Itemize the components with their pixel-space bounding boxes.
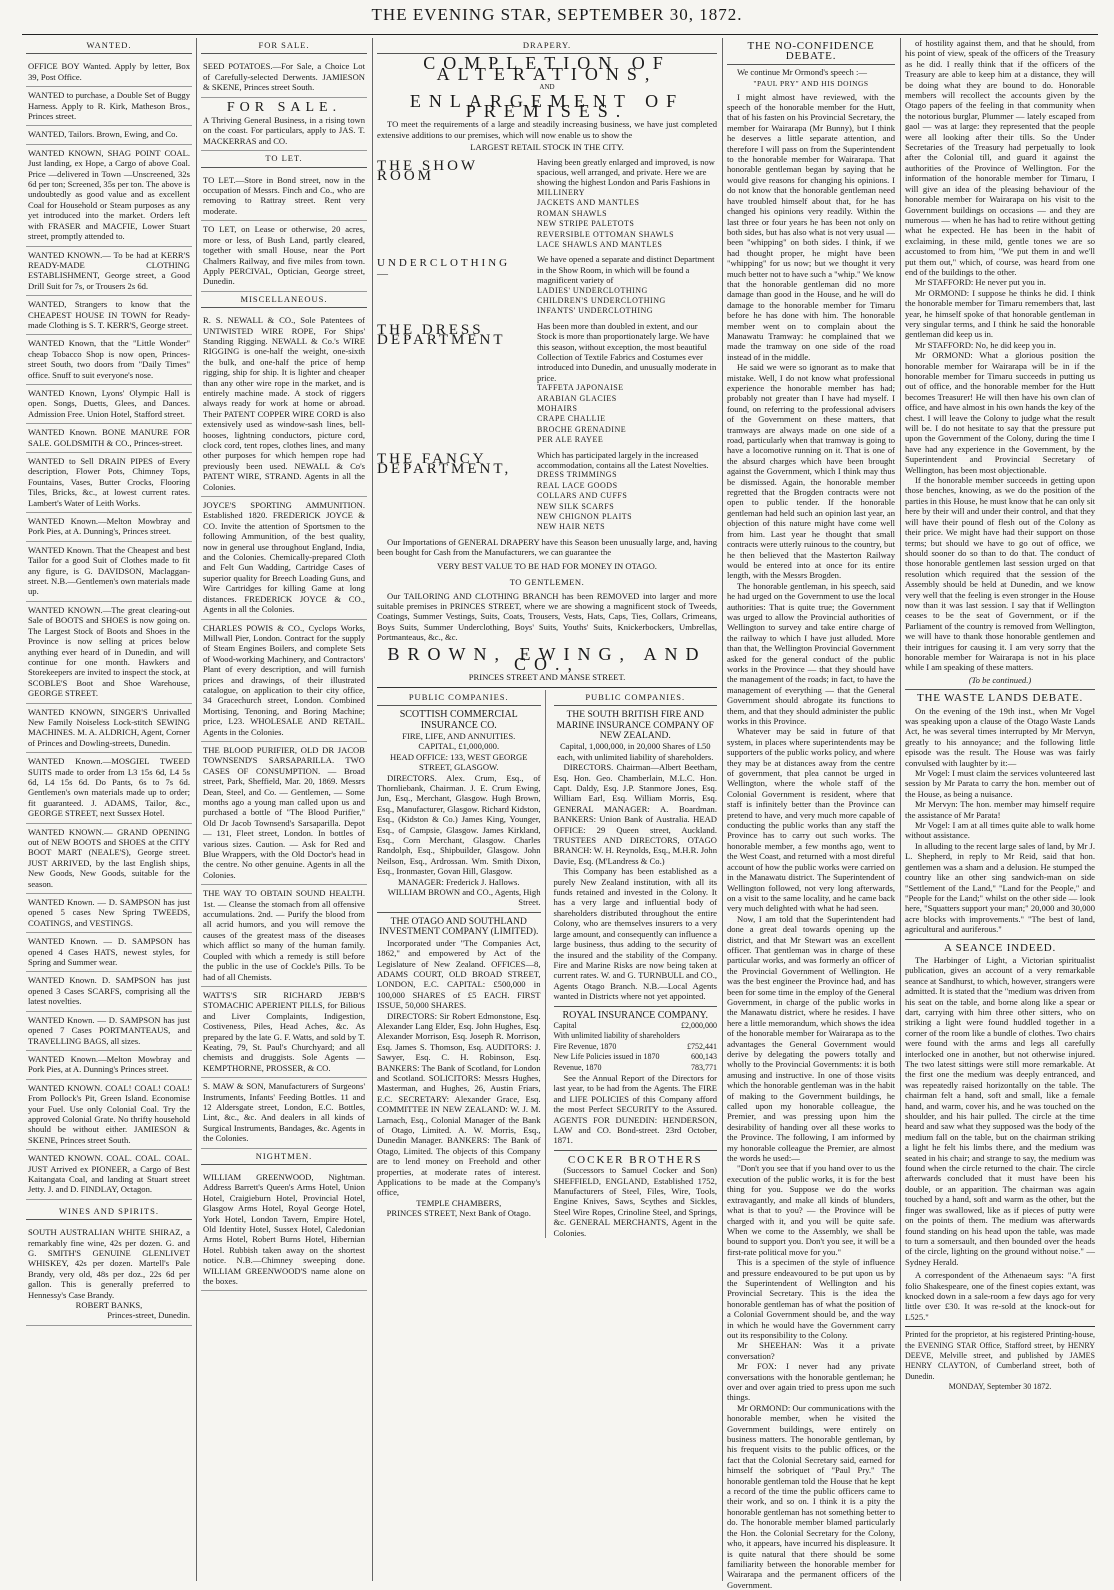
fancy-item: NEW CHIGNON PLAITS xyxy=(537,512,633,522)
imprint-text: Printed for the proprietor, at his registered Printing-house, the EVENING STAR Office, Stafford street, by HENRY DEEVE, Melville street, and published by JAMES HENRY CLAYTON, of Cumberland street, both of Dunedin. xyxy=(905,1330,1095,1381)
underclothing-item: LADIES' UNDERCLOTHING xyxy=(537,285,648,295)
section-heading-forsale: FOR SALE. xyxy=(201,38,367,54)
fancy-name: THE FANCY DEPARTMENT, xyxy=(377,450,512,478)
section-heading-drapery: DRAPERY. xyxy=(377,38,717,54)
royal-row-label: New Life Policies issued in 1870 xyxy=(553,1052,660,1062)
wanted-ad: WANTED Known, Lyons' Olympic Hall is open. Songs, Duetts, Glees, and Dances. Admission Free. Union Hotel, Stafford street. xyxy=(26,385,192,424)
article-paragraph: The honorable gentleman, in his speech, said he had urged on the Government to use the local authorities: That is quite true; the Government was urged to allow the Provincial authorities of Wellington to survey and take entire charge of the railway to which I have just alluded. More than that, the Wellington Provincial Government asked for the general conduct of the public works in the Province — that they should have the management of the roads; in fact, to have the management of everything — that the General Government should abrogate its functions to them, and that they should administer the public works in this Province. xyxy=(727,580,895,726)
column-rule xyxy=(372,38,373,1581)
imprint-date: MONDAY, September 30 1872. xyxy=(948,1382,1052,1392)
wanted-ad: WANTED KNOWN.—The great clearing-out Sale of BOOTS and SHOES is now going on. The Largest Stock of Boots and Shoes in the Province is now selling at prices below anything ever heard of in Dunedin, and will continue for one month. Hawkers and Storekeepers are invited to inspect the stock, at SCOBLE'S Boot and Shoe Warehouse, GEORGE STREET. xyxy=(26,602,192,704)
scottish-agents: WILLIAM BROWN and CO., Agents, High Street. xyxy=(387,887,541,908)
drapery-imports-caps: VERY BEST VALUE TO BE HAD FOR MONEY IN OTAGO. xyxy=(437,560,657,571)
south-british-directors: DIRECTORS. Chairman—Albert Beetham, Esq. Hon. Geo. Chamberlain, M.L.C. Hon. Capt. Daldy, Esq. J.P. Stanmore Jones, Esq. William Earl, Esq. William Morris, Esq. GENERAL MANAGER: A. Boardman. BANKERS: Union Bank of Australia. HEAD OFFICE: 29 Queen street, Auckland. TRUSTEES AND DIRECTORS, OTAGO BRANCH: W. H. Reynolds, Esq., M.H.R. John Davie, Esq. (M'Landress & Co.) xyxy=(553,762,717,866)
royal-row-label: Revenue, 1870 xyxy=(553,1062,602,1072)
wanted-ad: WANTED Known. — D. SAMPSON has just opened 5 cases New Spring TWEEDS, COATINGS, and VESTINGS. xyxy=(26,894,192,933)
scottish-office: HEAD OFFICE: 133, WEST GEORGE STREET, GLASGOW. xyxy=(390,751,528,773)
fancy-item: DRESS TRIMMINGS xyxy=(537,470,618,480)
cocker-title: COCKER BROTHERS xyxy=(567,1153,703,1166)
wanted-ad: WANTED Known. BONE MANURE FOR SALE. GOLDSMITH & CO., Princes-street. xyxy=(26,424,192,453)
royal-row-label: Fire Revenue, 1870 xyxy=(553,1041,617,1051)
fancy-item: NEW SILK SCARFS xyxy=(537,501,615,511)
drapery-intro-caps: LARGEST RETAIL STOCK IN THE CITY. xyxy=(470,142,624,153)
wastelands-heading: THE WASTE LANDS DEBATE. xyxy=(905,689,1095,703)
underclothing-item: CHILDREN'S UNDERCLOTHING xyxy=(537,295,666,305)
business-for-sale-text: A Thriving General Business, in a rising town on the coast. For particulars, apply to JAS. T. MACKERRAS and CO. xyxy=(203,115,365,146)
noconfidence-subhead: "PAUL PRY" AND HIS DOINGS xyxy=(753,79,869,89)
section-heading-wines: WINES AND SPIRITS. xyxy=(26,1204,192,1220)
scottish-directors: DIRECTORS. Alex. Crum, Esq., of Thornliebank, Chairman. J. E. Crum Ewing, Jun, Esq., Merchant, Glasgow. Hugh Brown, Esq., Manufacturer, Glasgow. Richard Kidston, Esq., (Kidston & Co.) James King, Younger, Esq., of Campsie, Glasgow. James Kirkland, Esq., Corn Merchant, Glasgow. Charles Randolph, Esq., Shipbuilder, Glasgow. John Neilson, Esq., Ardrossan. Wm. Smith Dixon, Esq., Ironmaster, Govan Hill, Glasgow. xyxy=(377,772,541,877)
dress-item: CRAPE CHALLIE xyxy=(537,414,606,424)
article-paragraph: "Don't you see that if you hand over to us the execution of the public works, it is for the best thing for you. Suppose we do the works extravagantly, and make all kinds of blunders, what is that to you? — the Province will be charged with it, and you will be quite safe. When we come to the Assembly, we shall be bound to support you. Don't you see, it will be a first-rate political move for you." xyxy=(727,1163,895,1257)
royal-row xyxy=(554,1031,718,1041)
article-paragraph: He said we were so ignorant as to make that mistake. Well, I do not know what professional experience the honorable member has had; probably not greater than I have had myself. I found, on referring to the professional advisers of the Government on these matters, that tramways are always made on one side of a road, particularly when that tramway is going to have a locomotive running on it. That is one of the absurd charges which have been brought against the Government, which I think may thus be dismissed. Again, the honorable member regretted that the Brogden contracts were not open to public tender. If the honorable gentleman had held such an opinion last year, an objection of this nature might have come well from him. Last year he thought that small contracts were utterly ruinous to the country, but he then believed that the Masterton Railway would be entered into at once for its entire length, with the Messrs Brogden. xyxy=(727,362,895,581)
otago-investment-text: Incorporated under "The Companies Act, 1862," and empowered by Act of the Legislature of New Zealand. OFFICES—8, ADAMS COURT, OLD BROAD STREET, LONDON, E.C. CAPITAL: £500,000 in 100,000 SHARES of £5 EACH. FIRST ISSUE, 50,000 SHARES. xyxy=(377,937,541,1011)
article-paragraph: Mr ORMOND: Our communications with the honorable member, when he visited the Government buildings, were entirely on business matters. The honorable gentleman, by his frequent visits to the public offices, or the fact that the Colonial Secretary said, earned for himself the sobriquet of "Paul Pry." The honorable gentleman told the House that he kept a record of the time the public officers came to their work, and so on. I think it is a pity the honorable gentleman has not something better to do. The honorable member blamed particularly the Hon. the Colonial Secretary for the Colony, who, it appears, have incurred his displeasure. It is quite natural that there should be some familiarity between the honorable member for Wairarapa and the permanent officers of the Government. xyxy=(727,1402,895,1590)
dress-department xyxy=(377,321,717,446)
fancy-item: REAL LACE GOODS xyxy=(537,480,618,490)
article-paragraph: Mr SHEEHAN: Was it a private conversation? xyxy=(727,1340,895,1361)
royal-title: ROYAL INSURANCE COMPANY. xyxy=(562,1009,708,1021)
article-paragraph: Mr ORMOND: I suppose he thinks he did. I think the honorable member for Timaru remembers that, last year, he himself spoke of that honorable gentleman in very singular terms, and I think he said the honorable gentleman did keep us in. xyxy=(905,287,1095,340)
divider xyxy=(377,912,541,913)
wanted-ad: WANTED Known. — D. SAMPSON has just opened 7 Cases PORTMANTEAUS, and TRAVELLING BAGS, all sizes. xyxy=(26,1012,192,1051)
scottish-capital: CAPITAL, £1,000,000. xyxy=(418,741,500,752)
wanted-ad: OFFICE BOY Wanted. Apply by letter, Box 39, Post Office. xyxy=(26,58,192,87)
masthead-rule xyxy=(22,34,1098,35)
fancy-items xyxy=(537,470,717,532)
wanted-ad: WANTED Known.—Melton Mowbray and Pork Pies, at A. Dunning's Princes street. xyxy=(26,1051,192,1080)
imprint xyxy=(905,1326,1095,1392)
showroom-item: MILLINERY xyxy=(537,187,586,197)
fancy-department xyxy=(377,450,717,533)
underclothing-text: We have opened a separate and distinct Department in the Show Room, in which will be found a magnificent variety of xyxy=(537,254,715,286)
wanted-ads xyxy=(26,58,192,1199)
wanted-ad: WANTED KNOWN. COAL! COAL! COAL! From Pollock's Pit, Green Island. Economise your Fuel. Use only Colonial Coal. Try the approved Colonial Grate. No thrifty household should be without either. JAMIESON & SKENE, Princes street South. xyxy=(26,1080,192,1150)
wines-signature: ROBERT BANKS, xyxy=(75,1300,143,1311)
article-paragraph: On the evening of the 19th inst., when Mr Vogel was speaking upon a clause of the Otago Waste Lands Act, he was several times interrupted by Mr Mervyn, greatly to his annoyance; and the following little episode was the result. The House was was fairly convulsed with laughter by it:— xyxy=(905,705,1095,768)
scottish-manager: MANAGER: Frederick J. Hallows. xyxy=(398,876,520,887)
wanted-ad: WANTED Known. That the Cheapest and best Tailor for a good Suit of Clothes made to fit any figure, is G. DAVIDSON, Maclaggan-street. N.B.—Gentlemen's own materials made up. xyxy=(26,542,192,602)
wanted-ad: WANTED to Sell DRAIN PIPES of Every description, Flower Pots, Chimney Tops, Fountains, Vases, Butter Crocks, Flooring Tiles, Bricks, &c., at lowest current rates. Lambert's Water of Leith Works. xyxy=(26,453,192,513)
joyce-ad: JOYCE'S SPORTING AMMUNITION. Established 1820. FREDERICK JOYCE & CO. Invite the attention of Sportsmen to the following Ammunition, of the best quality, now in general use throughout England, India, and the Colonies. Chemically-prepared Cloth and Felt Gun Wadding, Cartridge Cases of superior quality for Breech Loading Guns, and Wire Cartridges for killing Game at long distances. FREDERICK JOYCE & CO., Agents in all the Colonies. xyxy=(201,497,367,619)
public-companies-left xyxy=(377,690,546,1238)
wanted-ad: WANTED Known. — D. SAMPSON has opened 4 Cases HATS, newest styles, for Spring and Summer wear. xyxy=(26,933,192,972)
article-paragraph: Mr STAFFORD: No, he did keep you in. xyxy=(915,339,1056,350)
dress-name: THE DRESS DEPARTMENT xyxy=(377,321,506,349)
business-for-sale-ad xyxy=(201,98,367,152)
showroom-item: NEW STRIPE PALETOTS xyxy=(537,219,635,229)
drapery-imports: Our Importations of GENERAL DRAPERY have this Season been unusually large, and, having been bought for Cash from the Manufacturers, we can guarantee the xyxy=(377,536,717,558)
royal-row-value: 783,771 xyxy=(691,1062,717,1072)
divider xyxy=(554,1006,718,1007)
wanted-ad: WANTED Known. D. SAMPSON has just opened 3 Cases SCARFS, comprising all the latest novelties. xyxy=(26,972,192,1011)
showroom-department xyxy=(377,157,717,251)
article-paragraph: of hostility against them, and that he should, from his point of view, speak of the officers of the Treasury as he did. I really think that if the officers of the Treasury are able to keep him at a distance, they will be doing what they are bound to do. Honorable members will recollect the accounts given by the Otago papers of the feeling in that community when the notorious burglar, Plummer — lately escaped from gaol — was at large: they represented that the people were all looking after their tills. So the Under Secretaries of the Treasury had perpetually to look after the Colonial till, and guard it against the authorities of the Province of Wellington. For the information of the honorable member for Timaru, I will give an idea of the pleasing behaviour of the honorable member for Wairarapa on his visit to the Government buildings on occasions — and they are numerous — when he has had to retire without getting what he expected. He has been in the habit of exclaiming, in these mild, gentle tones we are so accustomed to from him, "We put them in and we'll put them out," which, of course, was heard from one end of the buildings to the other. xyxy=(905,38,1095,277)
showroom-text: Having been greatly enlarged and improved, is now spacious, well arranged, and private. Here we are showing the highest London and Paris Fashions in xyxy=(537,156,715,188)
wanted-ad: WANTED Known.—MOSGIEL TWEED SUITS made to order from L3 15s 6d, L4 5s 6d, L4 15s 6d. Do Pants, 6s to 7s 6d. Gentlemen's own materials made up to order; fit guaranteed. J. ADAMS, Tailor, &c., GEORGE STREET, next Sussex Hotel. xyxy=(26,753,192,823)
south-british-body: This Company has been established as a purely New Zealand institution, with all its funds retained and invested in the Colony. It has a very large and influential body of shareholders distributed throughout the entire Colony, who are themselves insurers to a very large amount, and consequently can influence a large business, thus adding to the security of the insured and the stability of the Company. Fire and Marine Risks are now being taken at current rates. W. and G. TURNBULL and CO., Agents Otago Branch. N.B.—Local Agents wanted in Districts where not yet appointed. xyxy=(553,866,717,1002)
public-heading-right: PUBLIC COMPANIES. xyxy=(554,690,718,706)
showroom-item: ROMAN SHAWLS xyxy=(537,208,608,218)
public-heading-left: PUBLIC COMPANIES. xyxy=(377,690,541,706)
article-paragraph: Mr FOX: I never had any private conversations with the honorable gentleman; he over and over again tried to press upon me such things. xyxy=(727,1361,895,1403)
seed-potatoes-ad: SEED POTATOES.—For Sale, a Choice Lot of Carefully-selected Derwents. JAMIESON & SKENE, Princes street South. xyxy=(201,58,367,97)
noconfidence-body xyxy=(727,92,895,1590)
underclothing-items xyxy=(537,286,717,317)
wines-address: Princes-street, Dunedin. xyxy=(107,1310,190,1321)
article-paragraph: Mr Mervyn: The hon. member may himself require the assistance of Mr Parata! xyxy=(905,799,1095,820)
fancy-text: Which has participated largely in the increased accommodation, contains all the Latest Novelties. xyxy=(537,449,709,471)
royal-row-label: Capital xyxy=(553,1020,577,1030)
royal-figures xyxy=(554,1021,718,1073)
royal-text: See the Annual Report of the Directors for last year, to be had from the Agents. The FIRE and LIFE POLICIES of this Company afford the most Perfect SECURITY to the Assured. AGENTS FOR DUNEDIN: HENDERSON, LAW and CO. Bond-street. 23rd October, 1871. xyxy=(553,1072,717,1146)
dress-text: Has been more than doubled in extent, and our Stock is more than proportionately large. We have this season, without exception, the most beautiful Collection of Textile Fabrics and Costumes ever introduced into Dunedin, and unusually moderate in price. xyxy=(537,320,717,383)
column-forsale xyxy=(201,38,367,1581)
cocker-text: (Successors to Samuel Cocker and Son) SHEFFIELD, ENGLAND, Established 1752, Manufacturers of Steel, Files, Wire, Tools, Engine Knives, Saws, Scythes and Sickles, Steel Wire Ropes, Crinoline Steel, and Springs, &c. GENERAL MERCHANTS, Agent in the Colonies. xyxy=(553,1165,717,1238)
dress-item: BROCHE GRENADINE xyxy=(537,424,627,434)
wanted-ad: WANTED KNOWN.— GRAND OPENING out of NEW BOOTS and SHOES at the CITY BOOT MART (NEALE'S), George street. JUST ARRIVED, by the last English ships, New Goods, New Goods, suitable for the season. xyxy=(26,824,192,894)
showroom-item: REVERSIBLE OTTOMAN SHAWLS xyxy=(537,229,675,239)
masthead: THE EVENING STAR, SEPTEMBER 30, 1872. xyxy=(371,5,743,24)
wanted-ad: WANTED Known.—Melton Mowbray and Pork Pies, at A. Dunning's, Princes street. xyxy=(26,513,192,542)
dress-item: PER ALE RAYEE xyxy=(537,435,604,445)
powis-ad: CHARLES POWIS & CO., Cyclops Works, Millwall Pier, London. Contract for the supply of Steam Engines Boilers, and complete Sets of Wood-working Machinery, and Contractors' Plant of every description, and will furnish prices and drawings, of their illustrated catalogue, on application to their city office, 34 Gracechurch street, London. Combined Mortising, Tenoning, and Boring Machine; price, L23. WHOLESALE AND RETAIL. Agents in the Colonies. xyxy=(201,620,367,742)
blood-purifier-ad: THE BLOOD PURIFIER, OLD DR JACOB TOWNSEND'S SARSAPARILLA. TWO CASES OF CONSUMPTION. — Broad street, Park, Sheffield, Mar. 20, 1869. Messrs Dean, Steel, and Co. — Gentlemen, — Some months ago a young man called upon us and purchased a bottle of "The Blood Purifier," Old Dr Jacob Townsend's Sarsaparilla. Depot — 131, Fleet street, London. In bottles of various sizes. Caution. — Ask for Red and Blue Wrappers, with the Old Doctor's head in the centre. No other genuine. Agents in all the Colonies. xyxy=(201,742,367,885)
royal-row xyxy=(554,1021,718,1031)
public-companies xyxy=(377,687,717,1238)
for-sale-title: FOR SALE. xyxy=(226,99,342,115)
wastelands-body xyxy=(905,706,1095,935)
scottish-title: SCOTTISH COMMERCIAL INSURANCE CO. xyxy=(399,709,518,731)
article-paragraph: In alluding to the recent large sales of land, by Mr J. L. Shepherd, in reply to Mr Reid, said that hon. gentlemen was a sham and a delusion. He stumped the country like an other sing sandwich-man on side "Settlement of the Land," "Land for the People," and "People for the Land;" whilst on the other side — look here, "Squatters support your man;" 20,000 and 30,000 acre blocks with improvements." "The best of land, agricultural and auriferous." xyxy=(905,840,1095,935)
dress-item: MOHAIRS xyxy=(537,404,578,413)
article-paragraph: If the honorable member succeeds in getting upon those benches, knowing, as we do the position of the parties in this House, he must know that he can only sit here by their will and under their control, and that they will have their pound of flesh out of the Colony as their price. We might have had their support on those terms; but should we have to go out of office, we should sooner do so than to do that. The conduct of those honorable gentlemen last session urged on that resolution which required that the session of the Assembly should be held at Dunedin, and we know very well that the feeling is even stronger in the House now than it was last session. I say that if Wellington ceases to be the seat of Government, or if the Parliament of the country is removed from Wellington, we will have to thank those honorable gentlemen and their intrigues for causing it. I am very sorry that the honorable member for Wairarapa is not in his place while I am speaking of these matters. xyxy=(905,475,1095,673)
underclothing-item: INFANTS' UNDERCLOTHING xyxy=(537,306,654,316)
royal-row xyxy=(554,1063,718,1073)
wines-text: SOUTH AUSTRALIAN WHITE SHIRAZ, a remarkably fine wine, 42s per dozen. G. and G. SMITH'S GENUINE GLENLIVET WHISKEY, 42s per dozen. Martell's Pale Brandy, very old, 48s per doz., 22s 6d per gallon. This is generally preferred to Hennessy's Case Brandy. xyxy=(28,1227,190,1300)
showroom-item: LACE SHAWLS AND MANTLES xyxy=(537,239,663,249)
wanted-ad: WANTED, Strangers to know that the CHEAPEST HOUSE IN TOWN for Ready-made Clothing is S. T. KERR'S, George street. xyxy=(26,296,192,335)
firm-name: BROWN, EWING, AND CO., xyxy=(387,643,707,674)
showroom-name: THE SHOW ROOM xyxy=(377,157,478,185)
otago-investment-title: THE OTAGO AND SOUTHLAND INVESTMENT COMPANY (LIMITED). xyxy=(379,916,539,938)
seance-text: The Harbinger of Light, a Victorian spiritualist publication, gives an account of a very remarkable seance at Sandhurst, to which, however, strangers were admitted. It is stated that the "medium was driven from his seat on the table, and borne along like a spear or dart, carrying with him three other sitters, who on striking a light were found huddled together in a corner of the room like a bundle of clothes. Two chairs were found with the arms and legs all carefully interlocked one in another, but not otherwise injured. The two latest sittings were still more remarkable. At the first one the medium was deeply entranced, and was repeatedly raised horizontally on the table. The chairman felt a hand, soft and small, like a female hand, and warm, cover his, and he was touched on the shoulder, and his hair pulled. The circle at the time heard and saw what they supposed was the body of the medium fall on the table, but on the chairman striking a light he felt his limbs there, and the medium was seated in his chair; and strange to say, the medium was found when the circle returned to the chair. The circle afterwards concluded that it must have been his double, or an apparition. The chairman was again touched by a hand, soft and warm as the other, but the finger was swallowed, like as if pieces of putty were on the points of them. The medium was afterwards found standing on his head upon the table, was made to turn a somersault, and then bounded over the heads of the circle, lighting on the ground without noise." — Sydney Herald. xyxy=(905,954,1095,1267)
drapery-title-enlargement: ENLARGEMENT OF PREMISES. xyxy=(409,90,685,122)
to-gentlemen: TO GENTLEMEN. xyxy=(509,577,585,588)
to-be-continued: (To be continued.) xyxy=(968,674,1032,685)
royal-row xyxy=(554,1042,718,1052)
noconfidence-continuation xyxy=(905,38,1095,673)
seance-heading: A SEANCE INDEED. xyxy=(905,939,1095,953)
wanted-ad: WANTED to purchase, a Double Set of Buggy Harness. Apply to R. Kirk, Matheson Bros., Princes street. xyxy=(26,87,192,126)
nightmen-ad: WILLIAM GREENWOOD, Nightman. Address Barrett's Queen's Arms Hotel, Union Hotel, Craigieburn Hotel, Provincial Hotel, Glasgow Arms Hotel, Royal George Hotel, York Hotel, London Tavern, Empire Hotel, Old Identity Hotel, Sussex Hotel, Caledonian Arms Hotel, Robert Burns Hotel, Hibernian Hotel. Rubbish taken away on the shortest notice. N.B.—Chimney sweeping done. WILLIAM GREENWOOD'S name alone on the boxes. xyxy=(201,1169,367,1291)
drapery-intro: TO meet the requirements of a large and steadily increasing business, we have just completed extensive additions to our premises, which will now enable us to show the xyxy=(377,119,717,140)
section-heading-tolet: TO LET. xyxy=(201,151,367,167)
article-paragraph: Now, I am told that the Superintendent had done a great deal towards opening up the district, and that Mr Stewart was an excellent officer. That gentleman was in charge of these particular works, and was formerly an officer of the Provincial Government of Wellington. He was the best engineer the Province had, and has been for some time in the employ of the General Government, in charge of the public works in the Manawatu district, where he resides. I have here a little memorandum, which shows the idea of the honorable member for Wairarapa as to the advantages the General Government would derive by delegating the powers totally and wholly to the Provincial Governments: it is both amusing and instructive. In one of those visits which the honorable gentleman was in the habit of making to the Government buildings, he called upon my honorable colleague, the Premier, and was pressing upon him the desirability of handing over all these works to the Province. The following, I am informed by my honorable colleague the Premier, are almost the words he used:— xyxy=(727,913,895,1164)
royal-row-value: £2,000,000 xyxy=(681,1020,717,1030)
wanted-ad: WANTED KNOWN, SHAG POINT COAL. Just landing, ex Hope, a Cargo of above Coal. Price —delivered in Town —Unscreened, 32s 6d per ton; Screened, 35s per ton. The above is undoubtedly as good value and as excellent Coal for Household or Steam purposes as any yet introduced into the market. Orders left with FRASER and MACFIE, Lower Stuart street, promptly attended to. xyxy=(26,145,192,247)
article-paragraph: Mr Vogel: I must claim the services volunteered last session by Mr Parata to carry the hon. member out of the House, as being a nuisance. xyxy=(905,768,1095,799)
column-drapery xyxy=(377,38,717,1581)
article-paragraph: I might almost have reviewed, with the speech of the honorable member for the Hutt, that of his fasten on his Provincial Secretary, the member for Wairarapa (Mr Bunny), but I think he deserves a little separate attention, and therefore I will pass on from the Superintendent to the honorable member for Wairarapa. That honorable gentleman began by saying that he would give reasons for changing his opinions. I do not know that the honorable gentleman need have troubled himself about that, for he has changed his opinions very readily. Within the last three or four years he has been not only on both sides, but has also what is not very usual — been "whipping" on both sides. I think, if we had thought proper, he might have been "whipping" for us now; but we thought it very much better not to have such a "whip." We know that the honorable gentleman did no more damage than good in the House, and he will do damage to the honorable member for Timaru before he has done with him. The honorable member went on to complain about the Manawatu Tramway: he complained that we made the tramway on one side of the road instead of in the middle. xyxy=(727,91,895,362)
underclothing-department xyxy=(377,254,717,316)
column-rule xyxy=(722,38,723,1581)
divider xyxy=(554,1150,718,1151)
drapery-and: AND xyxy=(539,83,555,92)
section-heading-wanted: WANTED. xyxy=(26,38,192,54)
noconfidence-heading: THE NO-CONFIDENCE DEBATE. xyxy=(727,41,895,65)
tailoring-text: Our TAILORING AND CLOTHING BRANCH has been REMOVED into larger and more suitable premises in PRINCES STREET, where we are showing a magnificent stock of Tweeds, Coatings, Summer Vestings, Suits, Coats, Trousers, Vests, Hats, Caps, Ties, Collars, Crimeans, Boys Suits, Summer Underclothing, Boys' Suits, Youths' Suits, Knickerbockers, Umbrellas, Portmanteaus, &c., &c. xyxy=(377,590,717,643)
maw-ad: S. MAW & SON, Manufacturers of Surgeons' Instruments, Infants' Feeding Bottles. 11 and 12 Aldersgate street, London, E.C. Bottles, Lint, &c., &c. And dealers in all kinds of Surgical Instruments, Bandages, &c. Agents in the Colonies. xyxy=(201,1078,367,1148)
dress-items xyxy=(537,383,717,445)
column-noconfidence xyxy=(727,38,895,1590)
wanted-ad: WANTED Known, that the "Little Wonder" cheap Tobacco Shop is now open, Princes-street South, two doors from "Daily Times" office. Snuff to suit everyone's nose. xyxy=(26,335,192,385)
drapery-title-completion: COMPLETION OF ALTERATIONS, xyxy=(423,53,671,84)
article-paragraph: Mr ORMOND: What a glorious position the honorable member for Wairarapa will be in if the honorable member for Timaru succeeds in putting us out of office, and the honorable member for the Hutt becomes Treasurer! He will then have his own clan of office, and have almost in his own hands the key of the chest. I will leave the Colony to judge what the result will be. I do not hesitate to say that the pressure put upon the Government of the Colony, during the time I have had any experience in the Government, by the Superintendent and Provincial Secretary of Wellington, has been most objectionable. xyxy=(905,350,1095,475)
otago-investment-more: DIRECTORS: Sir Robert Edmonstone, Esq. Alexander Lang Elder, Esq. John Hughes, Esq. Alexander Morrison, Esq. Joseph R. Morrison, Esq. James S. Thomson, Esq. AUDITORS: J. Sawyer, Esq. C. H. Robinson, Esq. BANKERS: The Bank of Scotland, for London and Scotland. SOLICITORS: Messrs Hughes, Masterman, and Hughes, 26, Austin Friars, E.C. SECRETARY: Alexander Grace, Esq. COMMITTEE IN NEW ZEALAND: W. J. M. Larnach, Esq., Colonial Manager of the Bank of Otago, Limited. A. W. Morris, Esq., Dunedin Manager. BANKERS: The Bank of Otago, Limited. The objects of this Company are to lend money on Freehold and other properties, at moderate rates of interest. Applications to be made at the Company's office, xyxy=(377,1010,541,1198)
column-right xyxy=(905,38,1095,1581)
noconfidence-intro: We continue Mr Ormond's speech :— xyxy=(737,66,867,77)
wanted-ad: WANTED, Tailors. Brown, Ewing, and Co. xyxy=(26,126,192,144)
section-heading-nightmen: NIGHTMEN. xyxy=(201,1149,367,1165)
underclothing-name: UNDERCLOTHING— xyxy=(377,257,511,280)
fancy-item: COLLARS AND CUFFS xyxy=(537,491,628,501)
watts-pills-ad: WATTS'S SIR RICHARD JEBB'S STOMACHIC APERIENT PILLS, for Bilious and Liver Complaints, Indigestion, Costiveness, Piles, Head Aches, &c. As prepared by the late G. F. Watts, and sold by T. Keating, 79, St. Paul's Churchyard; and all chemists and druggists. Sole Agents — KEMPTHORNE, PROSSER, & CO. xyxy=(201,987,367,1078)
dress-item: TAFFETA JAPONAISE xyxy=(537,383,624,393)
fancy-item: NEW HAIR NETS xyxy=(537,522,606,532)
column-rule xyxy=(900,38,901,1581)
article-paragraph: Mr Vogel: I am at all times quite able to walk home without assistance. xyxy=(905,820,1095,841)
royal-row-label: With unlimited liability of shareholders xyxy=(553,1031,680,1041)
wines-ad xyxy=(26,1224,192,1326)
scottish-kinds: FIRE, LIFE, AND ANNUITIES. xyxy=(402,730,516,741)
dress-item: ARABIAN GLACIES xyxy=(537,393,617,403)
article-paragraph: This is a specimen of the style of influence and pressure endeavoured to be put upon us by the Superintendent of Wellington and his Provincial Secretary. This is the idea the honorable gentleman has of what the position of a Colonial Government should be, and the way in which he would have the Government carry out its responsibility to the Colony. xyxy=(727,1257,895,1340)
royal-row xyxy=(554,1052,718,1062)
newall-ad: R. S. NEWALL & CO., Sole Patentees of UNTWISTED WIRE ROPE, For Ships' Standing Rigging. NEWALL & Co.'s WIRE RIGGING is one-half the weight, one-sixth the bulk, and one-half the price of hemp rigging, ship for ship. It is lighter and cheaper than any other wire rope in the market, and is entirely machine made. A stock of riggers always ready for work at home or abroad. Their PATENT COPPER WIRE CORD is also extensively used as window-sash lines, bell-hooses, lightning conductors, picture cord, clock cord, tent ropes, clothes lines, and many other purposes for which hempen rope had previously been used. NEWALL & Co's PATENT WIRE, STRAND. Agents in all the Colonies. xyxy=(201,312,367,497)
wanted-ad: WANTED KNOWN, SINGER'S Unrivalled New Family Noiseless Lock-stitch SEWING MACHINES. M. A. ALDRICH, Agent, Corner of Princes and Dowling-streets, Dunedin. xyxy=(26,704,192,754)
showroom-items xyxy=(537,188,717,250)
south-british-title: THE SOUTH BRITISH FIRE AND MARINE INSURANCE COMPANY OF NEW ZEALAND. xyxy=(556,710,714,741)
column-wanted xyxy=(26,38,192,1581)
firm-address: PRINCES STREET AND MANSE STREET. xyxy=(468,672,626,683)
showroom-item: JACKETS AND MANTLES xyxy=(537,198,640,208)
section-heading-misc: MISCELLANEOUS. xyxy=(201,292,367,308)
royal-row-value: 600,143 xyxy=(691,1052,717,1062)
public-companies-right xyxy=(554,690,718,1238)
wanted-ad: WANTED KNOWN.— To be had at KERR'S READY-MADE CLOTHING ESTABLISHMENT, George street, a Good Drill Suit for 7s, or Trousers 2s 6d. xyxy=(26,247,192,297)
sound-health-ad: THE WAY TO OBTAIN SOUND HEALTH. 1st. — Cleanse the stomach from all offensive accumulations. 2nd. — Purify the blood from all acrid humors, and you will remove the causes of the greatest mass of the diseases which afflict so many of the human family. Coupled with which a remedy is still before the public in the use of Cockle's Pills. To be had of all Chemists. xyxy=(201,885,367,987)
article-paragraph: Mr STAFFORD: He never put you in. xyxy=(915,277,1046,288)
column-rule xyxy=(196,38,197,1581)
tolet-store-ad: TO LET.—Store in Bond street, now in the occupation of Messrs. Finch and Co., who are removing to Rattray street. Rent very moderate. xyxy=(201,172,367,222)
otago-investment-signature: TEMPLE CHAMBERS, xyxy=(416,1197,502,1208)
south-british-capital: Capital, 1,000,000, in 20,000 Shares of L50 each, with unlimited liability of shareholders. xyxy=(557,741,714,762)
article-paragraph: Whatever may be said in future of that system, in places where superintendents may be supporters of the public works policy, and where they may be at distances away from the centre of government, that plea cannot be urged in Wellington, where the whole staff of the Colonial Government is resident, where that staff is infinitely better than the Province can pretend to have, and very much more capable of conducting the public works than any staff the Province has to carry out such works. The honorable member, a few months ago, went to the West Coast, and returned with a most direful account of how the public works were carried on in the Manawatu district. The Superintendent of Wellington followed, not very long afterwards, on a visit to the same locality, and he came back very much delighted with what he had seen. xyxy=(727,726,895,914)
royal-row-value: £752,441 xyxy=(687,1041,717,1051)
athenaeum-note: A correspondent of the Athenaeum says: "A first folio Shakespeare, one of the finest copies extant, was knocked down in a sale-room a few days ago for very little over £30. It was re-sold at the knock-out for L525." xyxy=(905,1270,1095,1322)
otago-investment-address: PRINCES STREET, Next Bank of Otago. xyxy=(386,1208,531,1219)
wanted-ad: WANTED KNOWN. COAL. COAL. COAL. JUST Arrived ex PIONEER, a Cargo of Best Kaitangata Coal, and landing at Stuart street Jetty. J. and D. FINDLAY, Octagon. xyxy=(26,1150,192,1200)
tolet-land-ad: TO LET, on Lease or otherwise, 20 acres, more or less, of Bush Land, partly cleared, together with small House, near the Port Chalmers Railway, and five miles from town. Apply PERCIVAL, Optician, George street, Dunedin. xyxy=(201,221,367,291)
